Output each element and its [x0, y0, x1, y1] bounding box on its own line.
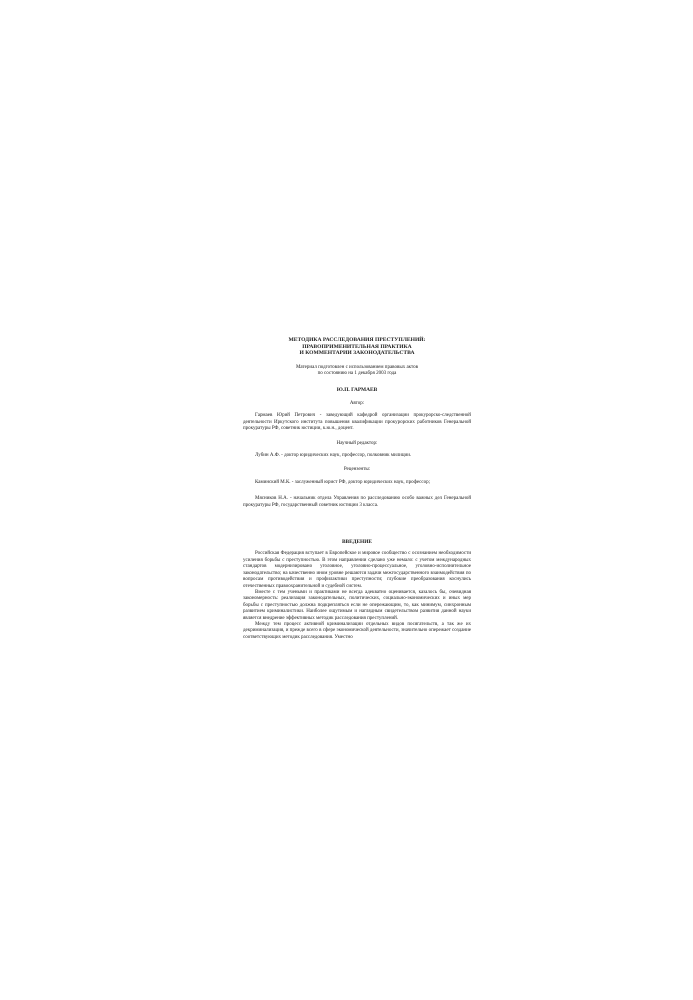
author-name: Ю.П. ГАРМАЕВ — [336, 386, 378, 393]
reviewer-1: Каминский М.К. - заслуженный юрист РФ, доктор юридических наук, профессор; — [255, 479, 430, 485]
reviewers-label: Рецензенты: — [343, 467, 371, 473]
intro-heading: ВВЕДЕНИЕ — [341, 539, 373, 546]
intro-paragraph-2: Вместе с тем учеными и практиками не всегда адекватно оценивается, казалось бы, очевидная закономерность: реализация законодательных, политических, социально-экономических и иных мер борьбы с преступностью должна подкрепляться если не опережающим, то, как минимум, синхронным развитием криминалистики. Наиболее ощутимым и наглядным свидетельством развития данной науки является внедрение эффективных методик расследования преступлений. — [243, 589, 471, 621]
intro-paragraph-1: Российская Федерация вступает в Европейское и мировое сообщество с осознанием необходимости усиления борьбы с преступностью. В этом направлении сделано уже немало: с учетом международных стандартов модернизировано уголовное, уголовно-процессуальное, уголовно-исполнительное законодательство; на качественно ином уровне решаются задачи межгосударственного взаимодействия по вопросам противодействия и профилактики преступности; глубокие преобразования коснулись отечественных правоохранительной и судебной систем. — [243, 551, 471, 589]
title-line-2: ПРАВОПРИМЕНИТЕЛЬНАЯ ПРАКТИКА — [302, 343, 412, 350]
title-line-3: И КОММЕНТАРИИ ЗАКОНОДАТЕЛЬСТВА — [299, 350, 415, 357]
title-line-1: МЕТОДИКА РАССЛЕДОВАНИЯ ПРЕСТУПЛЕНИЙ: — [288, 337, 426, 343]
subtitle-line-2: по состоянию на 1 декабря 2003 года — [317, 371, 397, 377]
document-title — [243, 337, 471, 357]
author-bio: Гармаев Юрий Петрович - заведующий кафедрой организации прокурорско-следственной деятельности Иркутского института повышения квалификации прокурорских работников Генеральной прокуратуры РФ, советник юстиции, к.ю.н., доцент. — [243, 413, 471, 432]
document-subtitle — [261, 365, 453, 378]
document-page — [243, 337, 471, 641]
reviewer-2: Мясников Н.А. - начальник отдела Управления по расследованию особо важных дел Генеральной прокуратуры РФ, государственный советник юстиции 3 класса. — [243, 496, 471, 508]
editor-label: Научный редактор: — [336, 440, 378, 446]
intro-paragraph-3: Между тем процесс активной криминализации отдельных видов посягательств, а так же их декриминализация, и прежде всего в сфере экономической деятельности, значительно опережает создание соответствующих методик расследования. Уместно — [243, 621, 471, 640]
editor-bio: Лубин А.Ф. - доктор юридических наук, профессор, полковник милиции. — [255, 453, 412, 459]
author-label: Автор: — [349, 401, 365, 406]
subtitle-line-1: Материал подготовлен с использованием правовых актов — [295, 364, 419, 370]
